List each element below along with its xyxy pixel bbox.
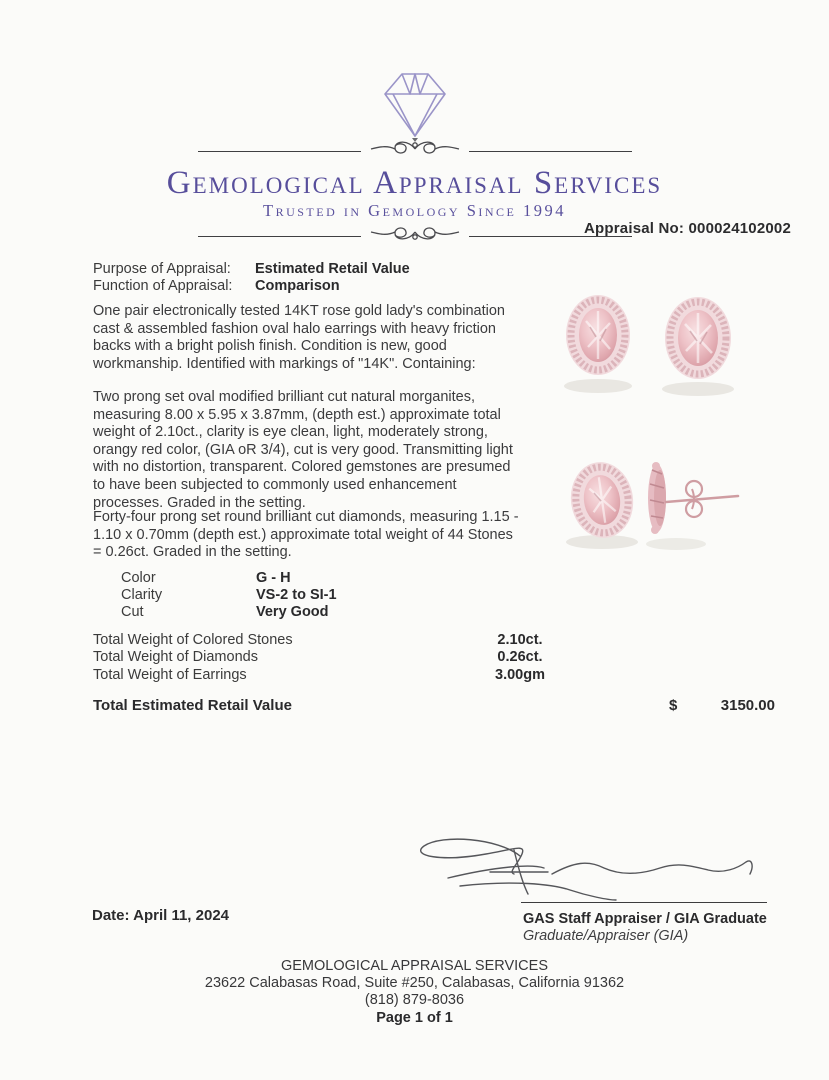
grade-label: Cut	[121, 604, 144, 621]
description-paragraph-item: One pair electronically tested 14KT rose gold lady's combination cast & assembled fashion oval halo earrings with heavy friction backs with a bright polish finish. Condition is new, good workmanship. Identified with markings of "14K". Containing:	[93, 303, 505, 372]
diamond-grades-table	[121, 570, 337, 622]
grade-row-clarity	[121, 587, 337, 604]
appraisal-number: Appraisal No: 000024102002	[584, 220, 791, 237]
header-bottom-rule	[198, 223, 632, 250]
rule-line	[198, 236, 361, 237]
total-label: Total Weight of Diamonds	[93, 649, 258, 666]
total-retail-value-row	[93, 697, 773, 714]
document-footer	[0, 958, 829, 1027]
grade-value: G - H	[256, 570, 291, 586]
rule-line	[469, 151, 632, 152]
signer-title: GAS Staff Appraiser / GIA Graduate	[523, 911, 767, 927]
total-row-earrings	[93, 667, 773, 684]
grade-row-cut	[121, 604, 337, 621]
total-label: Total Weight of Colored Stones	[93, 632, 293, 648]
brand-title: Gemological Appraisal Services	[166, 165, 663, 201]
total-value: 0.26ct.	[497, 649, 543, 666]
total-row-colored-stones	[93, 632, 773, 649]
meta-value: Comparison	[255, 277, 340, 294]
scroll-flourish-icon	[367, 223, 463, 250]
grade-label: Color	[121, 570, 156, 586]
total-label: Total Weight of Earrings	[93, 666, 247, 683]
appraisal-meta	[93, 261, 523, 294]
total-value: 2.10ct.	[497, 632, 543, 648]
meta-value: Estimated Retail Value	[255, 261, 410, 277]
appraiser-signature	[402, 816, 768, 913]
brand-tagline: Trusted in Gemology Since 1994	[263, 201, 566, 220]
earrings-front-view-photo	[556, 283, 792, 411]
grade-row-color	[121, 570, 337, 587]
retail-amount: 3150.00	[720, 697, 775, 714]
footer-address: 23622 Calabasas Road, Suite #250, Calabasas, California 91362	[204, 975, 625, 991]
earrings-side-view-photo	[556, 440, 792, 574]
grade-value: VS-2 to SI-1	[256, 587, 337, 604]
header-top-rule	[198, 138, 632, 165]
signature-line	[521, 902, 767, 903]
retail-value-label: Total Estimated Retail Value	[93, 697, 292, 714]
signer-subtitle: Graduate/Appraiser (GIA)	[523, 928, 689, 944]
scroll-flourish-icon	[367, 138, 463, 165]
meta-row-purpose	[93, 261, 523, 278]
meta-label: Function of Appraisal:	[93, 277, 233, 294]
signer-block	[523, 911, 783, 945]
description-paragraph-morganites: Two prong set oval modified brilliant cut natural morganites, measuring 8.00 x 5.95 x 3.87mm, (depth est.) approximate total weight of 2.10ct., clarity is eye clean, light, moderately strong, orangy red color, (GIA oR 3/4), cut is very good. Transmitting light with no distortion, transparent. Colored gemstones are presumed to have been subjected to commonly used enhancement processes. Graded in the setting.	[93, 389, 513, 511]
grade-value: Very Good	[256, 604, 329, 621]
meta-label: Purpose of Appraisal:	[93, 261, 231, 277]
diamond-logo-icon	[0, 68, 829, 144]
total-row-diamonds	[93, 649, 773, 666]
total-weights-table	[93, 632, 773, 684]
footer-company: GEMOLOGICAL APPRAISAL SERVICES	[280, 958, 548, 974]
rule-line	[198, 151, 361, 152]
appraisal-date: Date: April 11, 2024	[92, 907, 230, 924]
page-number: Page 1 of 1	[376, 1010, 453, 1026]
grade-label: Clarity	[121, 587, 163, 604]
currency-symbol: $	[669, 697, 678, 714]
meta-row-function	[93, 278, 523, 295]
total-value: 3.00gm	[495, 666, 545, 683]
footer-phone: (818) 879-8036	[364, 992, 465, 1008]
description-paragraph-diamonds: Forty-four prong set round brilliant cut diamonds, measuring 1.15 - 1.10 x 0.70mm (depth est.) approximate total weight of 44 Stones = 0.26ct. Graded in the setting.	[93, 509, 519, 561]
